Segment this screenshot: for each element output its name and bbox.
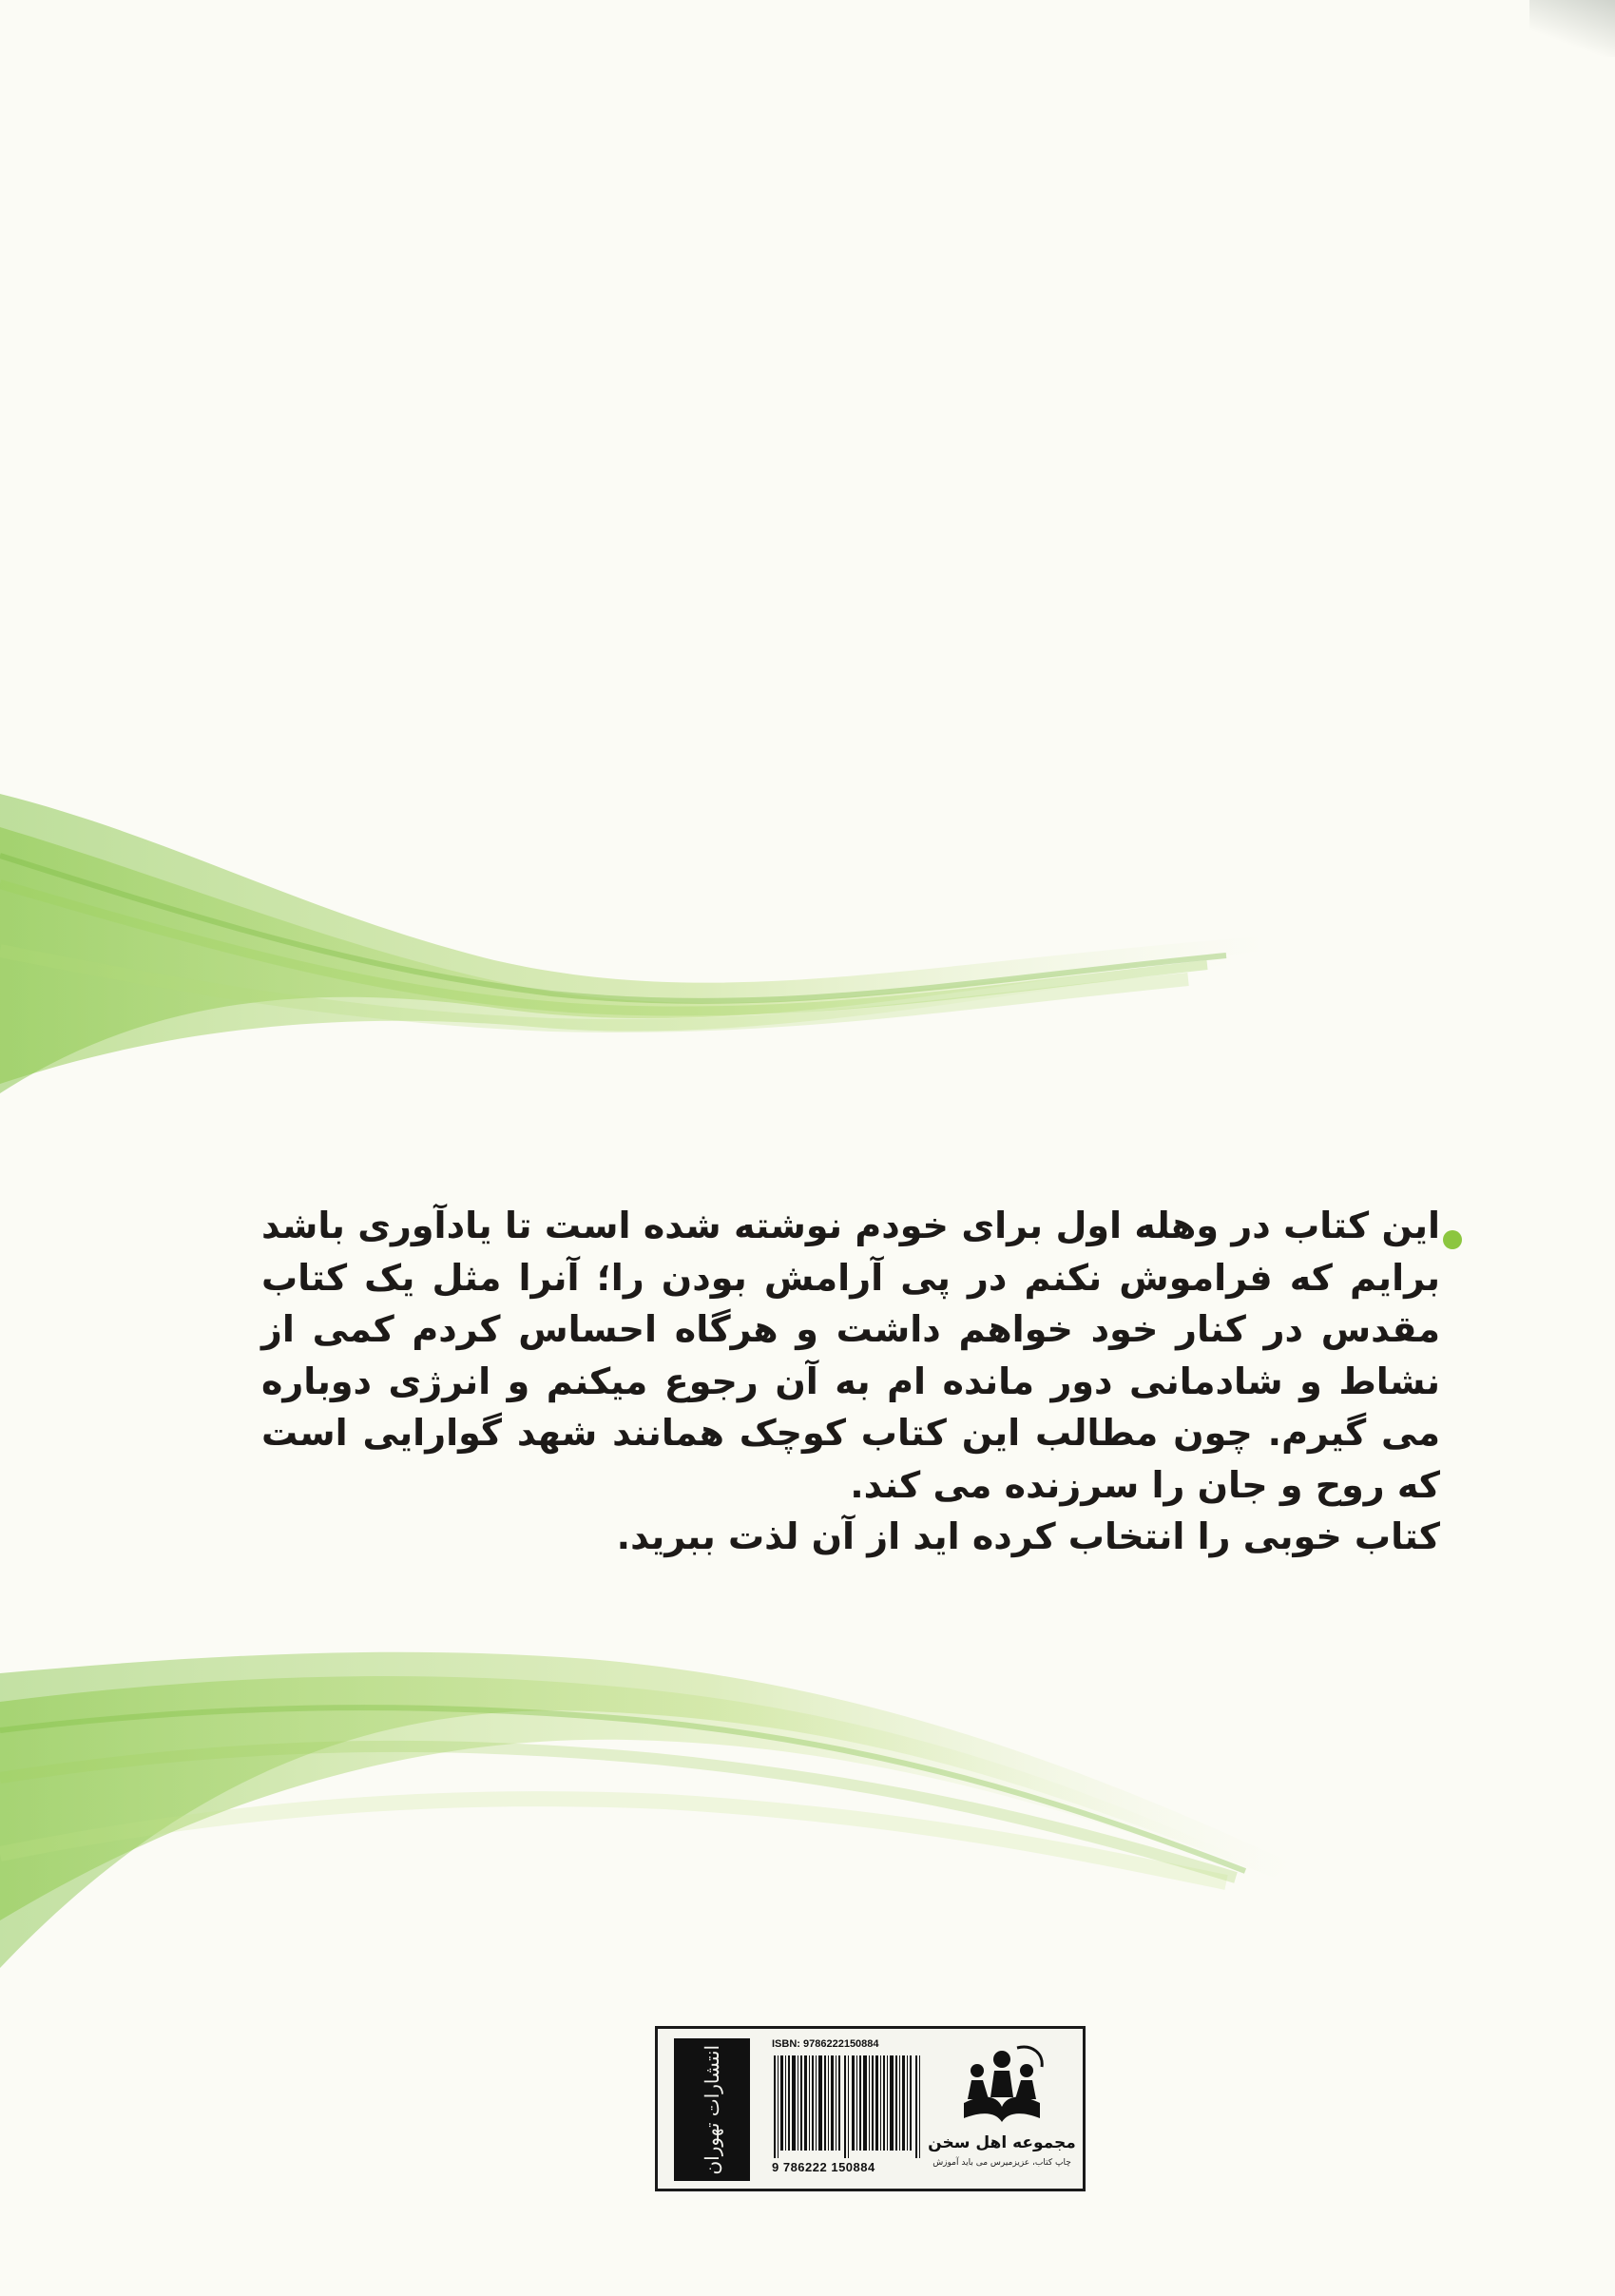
barcode-icon xyxy=(772,2055,924,2158)
publisher-logo-text: انتشارات تهوران xyxy=(701,2044,723,2175)
series-logo xyxy=(926,2038,1078,2181)
series-title: مجموعه اهل سخن xyxy=(928,2133,1076,2152)
blurb-paragraph: این کتاب در وهله اول برای خودم نوشته شده است تا یادآوری باشد برایم که فراموش نکنم در پی آرامش بودن را؛ آنرا مثل یک کتاب مقدس در کنار خود خواهم داشت و هرگاه احساس کردم کمی از نشاط و شادمانی دور مانده ام به آن رجوع میکنم و انرژی دوباره می گیرم. چون مطالب این کتاب کوچک همانند شهد گوارایی است که روح و جان را سرزنده می کند. xyxy=(261,1205,1440,1506)
isbn-barcode xyxy=(772,2038,924,2181)
back-cover-blurb xyxy=(261,1200,1440,1563)
publisher-logo xyxy=(674,2038,750,2181)
bullet-dot xyxy=(1443,1230,1462,1249)
series-subtitle: چاپ کتاب، عزیزمیرس می باید آموزش xyxy=(932,2158,1071,2168)
isbn-digits: 9 786222 150884 xyxy=(772,2160,875,2174)
isbn-label: ISBN: 9786222150884 xyxy=(772,2038,879,2050)
blurb-closing-line: کتاب خوبی را انتخاب کرده اید از آن لذت ببرید. xyxy=(616,1515,1440,1557)
figures-book-emblem-icon xyxy=(926,2038,1078,2133)
upper-wave xyxy=(0,794,1264,1093)
lower-wave xyxy=(0,1652,1293,1968)
